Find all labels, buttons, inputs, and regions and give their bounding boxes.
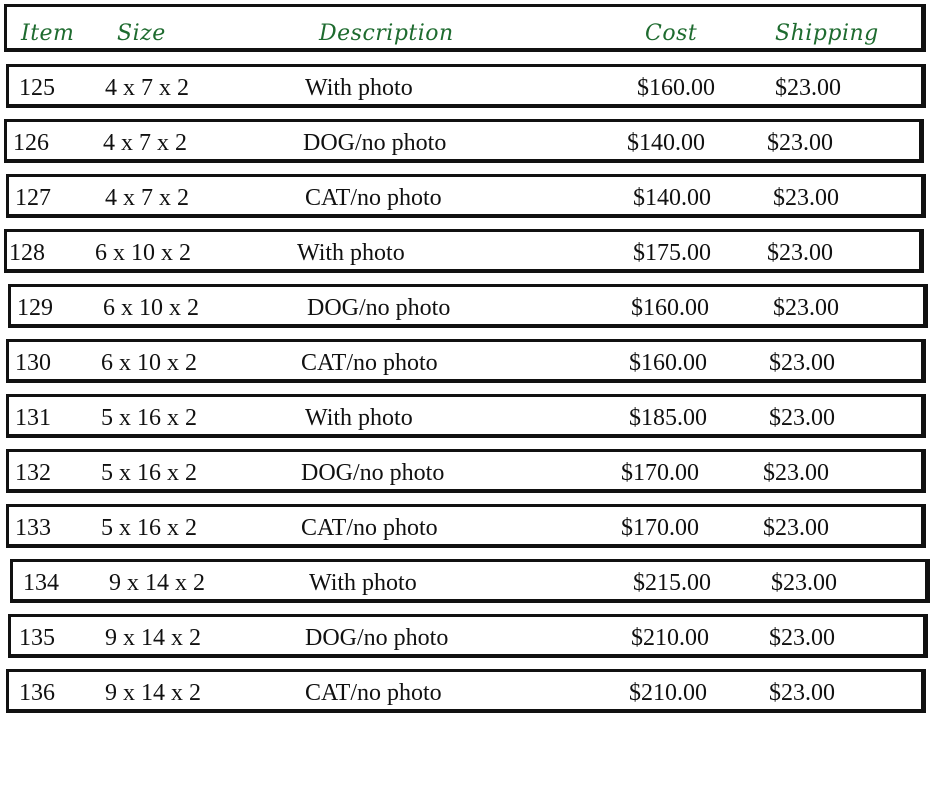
cell-cost: $140.00: [633, 185, 711, 211]
cell-shipping: $23.00: [769, 350, 835, 376]
cell-cost: $175.00: [633, 240, 711, 266]
table-row: [10, 559, 930, 603]
table-row: [4, 119, 924, 163]
cell-shipping: $23.00: [773, 295, 839, 321]
table-row: [6, 449, 926, 493]
cell-item: 132: [15, 460, 51, 486]
cell-description: CAT/no photo: [301, 515, 438, 541]
cell-cost: $160.00: [637, 75, 715, 101]
cell-cost: $210.00: [631, 625, 709, 651]
cell-cost: $170.00: [621, 460, 699, 486]
header-description: Description: [319, 21, 454, 46]
cell-shipping: $23.00: [767, 240, 833, 266]
cell-shipping: $23.00: [775, 75, 841, 101]
header-item: Item: [21, 21, 75, 46]
cell-size: 5 x 16 x 2: [101, 405, 197, 431]
cell-item: 129: [17, 295, 53, 321]
header-cost: Cost: [645, 21, 698, 46]
table-row: [8, 614, 928, 658]
cell-description: DOG/no photo: [307, 295, 451, 321]
cell-description: With photo: [309, 570, 417, 596]
cell-size: 9 x 14 x 2: [105, 680, 201, 706]
table-row: [6, 504, 926, 548]
cell-description: DOG/no photo: [303, 130, 447, 156]
cell-cost: $210.00: [629, 680, 707, 706]
cell-shipping: $23.00: [763, 515, 829, 541]
cell-description: With photo: [305, 75, 413, 101]
cell-description: CAT/no photo: [305, 680, 442, 706]
cell-shipping: $23.00: [769, 405, 835, 431]
cell-shipping: $23.00: [763, 460, 829, 486]
cell-description: CAT/no photo: [301, 350, 438, 376]
cell-shipping: $23.00: [769, 680, 835, 706]
cell-description: DOG/no photo: [305, 625, 449, 651]
cell-item: 134: [23, 570, 59, 596]
cell-description: DOG/no photo: [301, 460, 445, 486]
cell-size: 4 x 7 x 2: [105, 185, 189, 211]
cell-item: 130: [15, 350, 51, 376]
cell-size: 9 x 14 x 2: [109, 570, 205, 596]
cell-item: 135: [19, 625, 55, 651]
table-row: [6, 174, 926, 218]
table-row: [6, 394, 926, 438]
cell-shipping: $23.00: [771, 570, 837, 596]
cell-cost: $170.00: [621, 515, 699, 541]
cell-item: 128: [9, 240, 45, 266]
cell-cost: $185.00: [629, 405, 707, 431]
cell-item: 125: [19, 75, 55, 101]
cell-size: 5 x 16 x 2: [101, 460, 197, 486]
cell-size: 9 x 14 x 2: [105, 625, 201, 651]
cell-description: CAT/no photo: [305, 185, 442, 211]
table-row: [6, 339, 926, 383]
table-header: [4, 4, 926, 52]
cell-item: 126: [13, 130, 49, 156]
table-row: [6, 64, 926, 108]
cell-item: 136: [19, 680, 55, 706]
cell-item: 127: [15, 185, 51, 211]
cell-shipping: $23.00: [767, 130, 833, 156]
cell-cost: $140.00: [627, 130, 705, 156]
cell-size: 4 x 7 x 2: [103, 130, 187, 156]
cell-shipping: $23.00: [773, 185, 839, 211]
cell-cost: $160.00: [629, 350, 707, 376]
header-shipping: Shipping: [775, 21, 879, 46]
cell-description: With photo: [297, 240, 405, 266]
table-row: [6, 669, 926, 713]
cell-cost: $215.00: [633, 570, 711, 596]
table-row: [8, 284, 928, 328]
cell-shipping: $23.00: [769, 625, 835, 651]
cell-item: 133: [15, 515, 51, 541]
cell-item: 131: [15, 405, 51, 431]
table-row: [4, 229, 924, 273]
cell-size: 6 x 10 x 2: [103, 295, 199, 321]
cell-cost: $160.00: [631, 295, 709, 321]
cell-description: With photo: [305, 405, 413, 431]
cell-size: 5 x 16 x 2: [101, 515, 197, 541]
header-size: Size: [117, 21, 166, 46]
cell-size: 6 x 10 x 2: [101, 350, 197, 376]
cell-size: 4 x 7 x 2: [105, 75, 189, 101]
cell-size: 6 x 10 x 2: [95, 240, 191, 266]
